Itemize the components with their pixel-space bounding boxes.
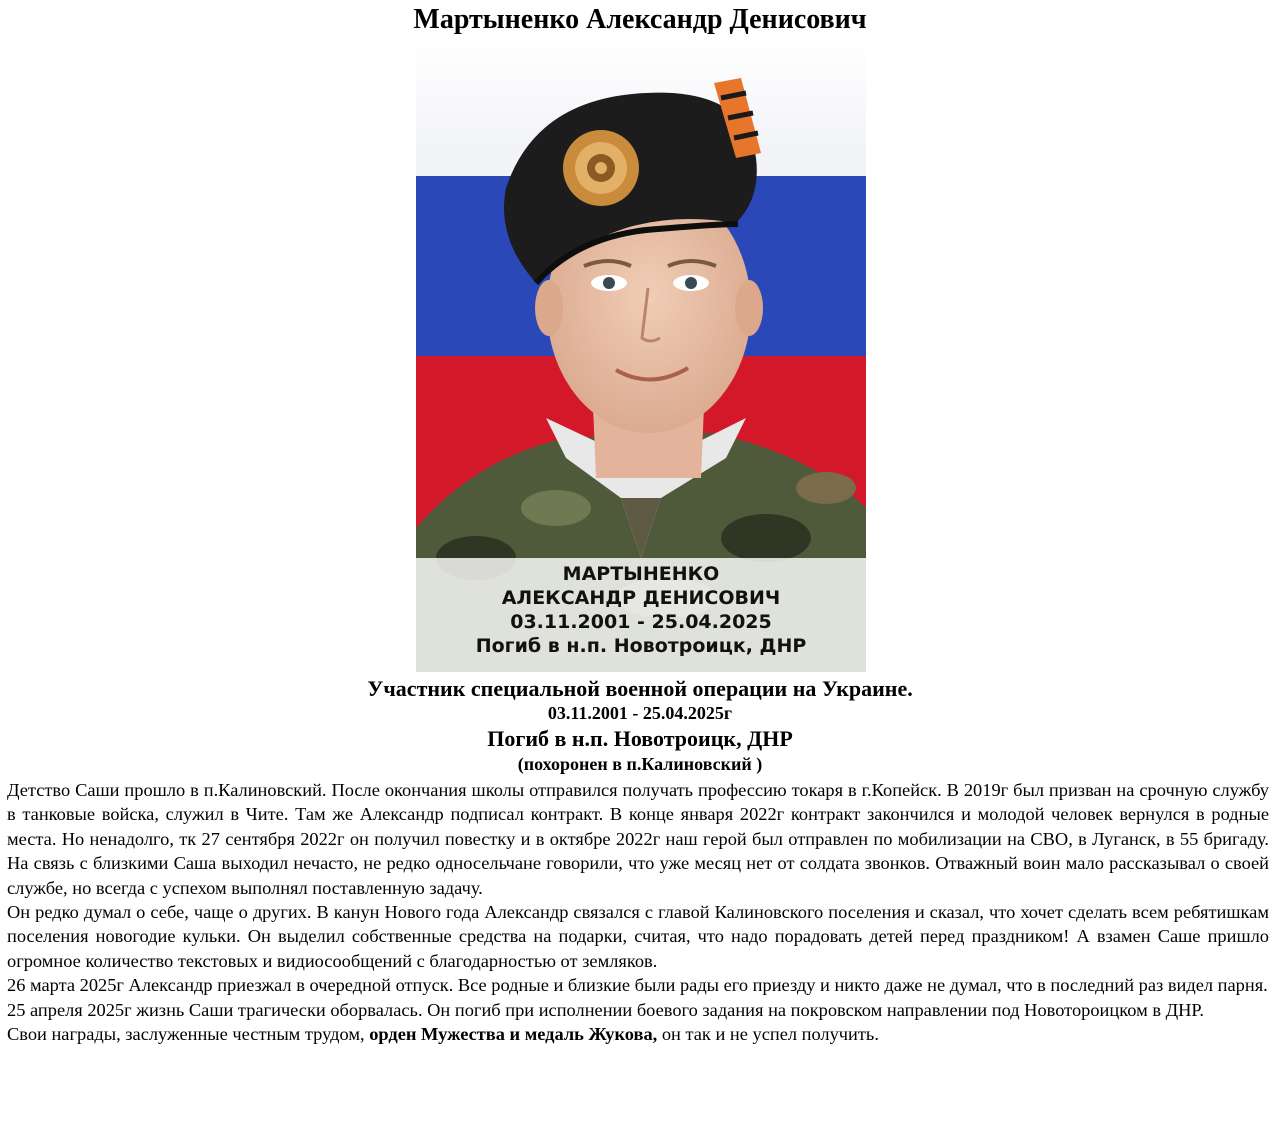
awards-text-after: он так и не успел получить. (657, 1024, 879, 1045)
portrait-plaque (416, 558, 866, 672)
plaque-death-place: Погиб в н.п. Новотроицк, ДНР (475, 635, 807, 657)
awards-paragraph (7, 1022, 1269, 1046)
biography-paragraph: Детство Саши прошло в п.Калиновский. После окончания школы отправился получать профессию токаря в г.Копейск. В 2019г был призван на срочную службу в танковые войска, служил в Чите. Там же Александр подписал контракт. В конце января 2022г контракт закончился и молодой человек вернулся в родные места. Но ненадолго, тк 27 сентября 2022г он получил повестку и в октябре 2022г наш герой был отправлен по мобилизации на СВО, в Луганск, в 55 бригаду. На связь с близкими Саша выходил нечасто, не редко односельчане говорили, что уже месяц нет от солдата звонков. Отважный воин мало рассказывал о своей службе, но всегда с успехом выполнял поставленную задачу. (7, 780, 1269, 898)
plaque-surname: МАРТЫНЕНКО (562, 563, 720, 585)
page-title: Мартыненко Александр Денисович (413, 4, 867, 35)
plaque-given-names: АЛЕКСАНДР ДЕНИСОВИЧ (501, 587, 781, 609)
biography-paragraph: Он редко думал о себе, чаще о других. В канун Нового года Александр связался с главой Калиновского поселения и сказал, что хочет сделать всем ребятишкам поселения новогодие кульки. Он выделил собственные средства на подарки, считая, что надо порадовать детей перед праздником! А взамен Саше пришло огромное количество текстовых и видиосообщений с благодарностью от земляков. (7, 902, 1269, 971)
memorial-portrait (416, 38, 866, 672)
beret-badge (563, 130, 639, 206)
death-place-caption: Погиб в н.п. Новотроицк, ДНР (487, 726, 793, 751)
biography-paragraph: 25 апреля 2025г жизнь Саши трагически оборвалась. Он погиб при исполнении боевого задания на покровском направлении под Новоторoицком в ДНР. (7, 999, 1204, 1020)
dates-caption: 03.11.2001 - 25.04.2025г (547, 703, 733, 723)
biography-paragraph: 26 марта 2025г Александр приезжал в очередной отпуск. Все родные и близкие были рады его приезду и никто даже не думал, что в последний раз видел парня. (7, 975, 1268, 996)
burial-caption: (похоронен в п.Калиновский ) (517, 754, 763, 774)
plaque-dates: 03.11.2001 - 25.04.2025 (510, 611, 772, 633)
awards-text-before: Свои награды, заслуженные честным трудом, (7, 1024, 370, 1045)
biography (7, 778, 1269, 1046)
awards-names: орден Мужества и медаль Жукова, (369, 1024, 658, 1045)
role-caption: Участник специальной военной операции на Украине. (367, 676, 913, 701)
